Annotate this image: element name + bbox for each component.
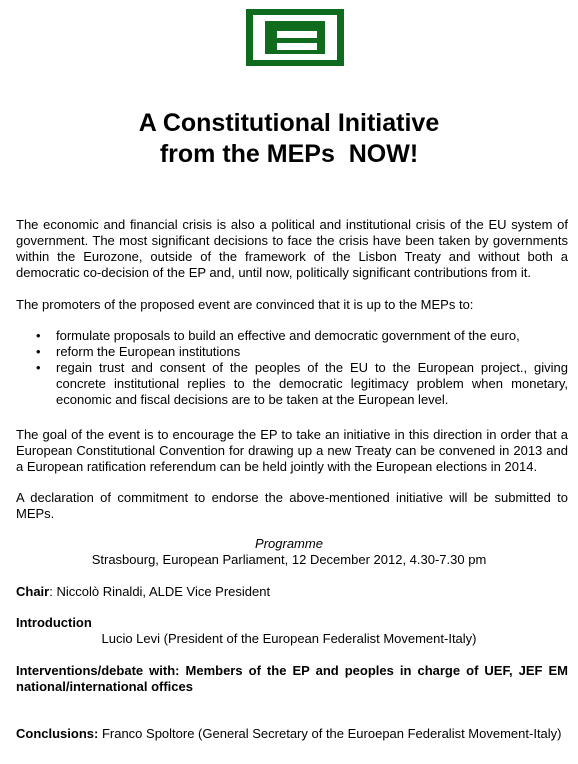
introduction-heading: Introduction [16, 615, 92, 630]
conclusions-line [16, 726, 568, 742]
conclusions-label: Conclusions: [16, 726, 99, 741]
conclusions-text: Franco Spoltore (General Secretary of the Euroepan Federalist Movement-Italy) [98, 726, 562, 741]
title-line-1: A Constitutional Initiative [138, 109, 440, 137]
chair-line [16, 584, 270, 599]
bullet-icon: • [36, 328, 41, 343]
logo-e-gap-bottom [277, 43, 317, 50]
goal-paragraph: The goal of the event is to encourage the EP to take an initiative in this direction in order that a European Constitutional Convention for drawing up a new Treaty can be convened in 2013 and a European ratification referendum can be held jointly with the European elections in 2014. [16, 427, 568, 474]
list-item-text: regain trust and consent of the peoples of the EU to the European project., giving concrete institutional replies to the democratic legitimacy problem when monetary, economic and fiscal decisions are to be taken at the European level. [56, 360, 568, 407]
list-item [0, 328, 568, 344]
chair-label: Chair [16, 584, 50, 599]
list-item-text: formulate proposals to build an effective and democratic government of the euro, [56, 328, 520, 343]
logo-e-gap-top [277, 31, 317, 38]
programme-heading: Programme [255, 536, 323, 551]
list-item [0, 344, 568, 360]
promoters-paragraph: The promoters of the proposed event are convinced that it is up to the MEPs to: [16, 297, 474, 312]
list-item [0, 360, 568, 408]
programme-details: Strasbourg, European Parliament, 12 December 2012, 4.30-7.30 pm [91, 552, 487, 567]
title-line-2: from the MEPs NOW! [159, 140, 419, 168]
bullet-list [0, 328, 568, 408]
bullet-icon: • [36, 360, 41, 375]
declaration-paragraph: A declaration of commitment to endorse the above-mentioned initiative will be submitted to MEPs. [16, 490, 568, 521]
crisis-paragraph: The economic and financial crisis is also a political and institutional crisis of the EU system of government. The most significant decisions to face the crisis have been taken by governments within the Eurozone, outside of the framework of the Lisbon Treaty and without both a democratic co-decision of the EP and, until now, politically significant contributions from it. [16, 217, 568, 280]
page-title [0, 108, 578, 170]
logo-frame [253, 15, 337, 60]
bullet-icon: • [36, 344, 41, 359]
logo [246, 9, 344, 66]
chair-text: : Niccolò Rinaldi, ALDE Vice President [49, 584, 271, 599]
introduction-text: Lucio Levi (President of the European Federalist Movement-Italy) [101, 631, 477, 646]
interventions-text: Interventions/debate with: Members of the EP and peoples in charge of UEF, JEF EM national/international offices [16, 663, 568, 694]
list-item-text: reform the European institutions [56, 344, 241, 359]
